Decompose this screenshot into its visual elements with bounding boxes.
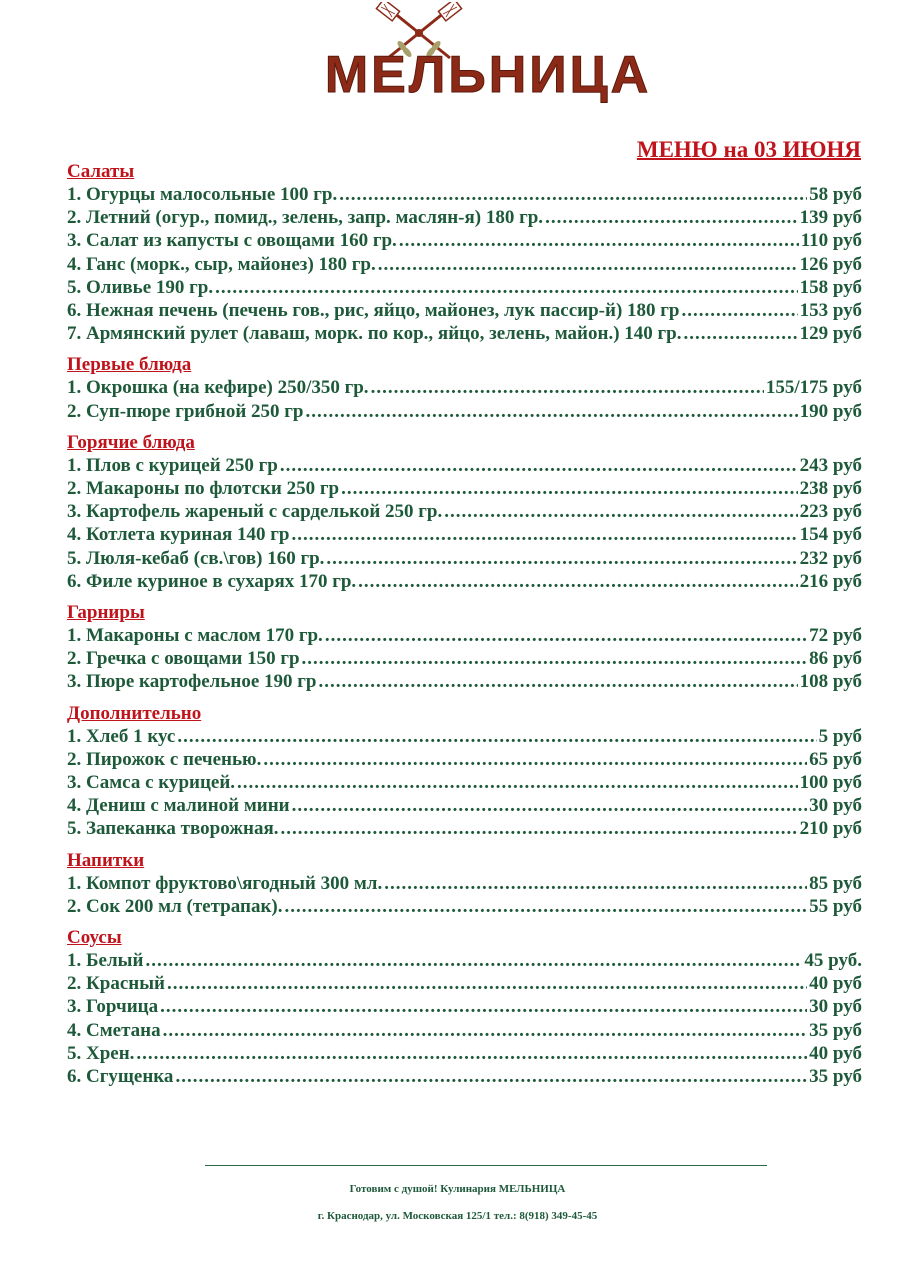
menu-section: [67, 161, 862, 345]
item-name: 3. Горчица: [67, 996, 159, 1018]
item-name: 2. Сок 200 мл (тетрапак).: [67, 895, 283, 917]
item-price: 65 руб: [809, 748, 862, 770]
item-price: 243 руб: [799, 454, 862, 476]
dot-leader: [339, 183, 807, 206]
item-name: 2. Макароны по флотски 250 гр: [67, 478, 340, 500]
dot-leader: [318, 670, 797, 693]
item-name: 5. Люля-кебаб (св.\гов) 160 гр.: [67, 547, 325, 569]
menu-section: [67, 703, 862, 841]
item-name: 2. Пирожок с печенью.: [67, 748, 262, 770]
menu-item: [67, 206, 862, 229]
dot-leader: [263, 748, 807, 771]
dot-leader: [284, 895, 807, 918]
logo-wordmark: МЕЛЬНИЦА: [324, 46, 652, 104]
item-price: 223 руб: [799, 501, 862, 523]
menu-item: [67, 299, 862, 322]
item-name: 3. Самса с курицей.: [67, 772, 236, 794]
item-name: 1. Макароны с маслом 170 гр.: [67, 625, 323, 647]
section-title: Гарниры: [67, 602, 145, 624]
item-name: 6. Сгущенка: [67, 1066, 174, 1088]
menu-item: [67, 872, 862, 895]
item-price: 139 руб: [799, 207, 862, 229]
item-name: 5. Оливье 190 гр.: [67, 276, 214, 298]
section-title: Горячие блюда: [67, 431, 195, 453]
menu-item: [67, 322, 862, 345]
menu-item: [67, 570, 862, 593]
item-name: 1. Компот фруктово\ягодный 300 мл.: [67, 872, 383, 894]
menu-item: [67, 500, 862, 523]
menu-item: [67, 276, 862, 299]
dot-leader: [371, 376, 764, 399]
menu-item: [67, 1019, 862, 1042]
item-name: 2. Гречка с овощами 150 гр: [67, 648, 300, 670]
item-name: 5. Хрен.: [67, 1042, 135, 1064]
dot-leader: [358, 570, 798, 593]
item-name: 2. Летний (огур., помид., зелень, запр. маслян-я) 180 гр.: [67, 207, 544, 229]
menu-section: [67, 602, 862, 694]
item-name: 6. Нежная печень (печень гов., рис, яйцо, майонез, лук пассир-й) 180 гр: [67, 300, 680, 322]
menu-item: [67, 725, 862, 748]
item-price: 5 руб: [818, 725, 862, 747]
menu-item: [67, 376, 862, 399]
dot-leader: [177, 725, 816, 748]
dot-leader: [145, 949, 802, 972]
item-price: 129 руб: [799, 323, 862, 345]
footer-divider: [205, 1165, 767, 1166]
item-price: 190 руб: [799, 400, 862, 422]
item-price: 35 руб: [809, 1019, 862, 1041]
item-price: 110 руб: [800, 230, 862, 252]
menu-section: [67, 927, 862, 1088]
item-name: 1. Плов с курицей 250 гр: [67, 454, 278, 476]
dot-leader: [215, 276, 798, 299]
item-name: 2. Красный: [67, 973, 166, 995]
item-price: 30 руб: [809, 996, 862, 1018]
item-price: 58 руб: [809, 184, 862, 205]
dot-leader: [341, 477, 798, 500]
item-price: 100 руб: [799, 772, 862, 794]
dot-leader: [160, 995, 807, 1018]
menu-item: [67, 454, 862, 477]
dot-leader: [325, 624, 807, 647]
dot-leader: [136, 1042, 807, 1065]
menu-item: [67, 949, 862, 972]
item-price: 30 руб: [809, 795, 862, 817]
menu-item: [67, 647, 862, 670]
menu-item: [67, 670, 862, 693]
item-price: 108 руб: [799, 671, 862, 693]
item-name: 7. Армянский рулет (лаваш, морк. по кор., яйцо, зелень, майон.) 140 гр.: [67, 323, 682, 345]
item-price: 86 руб: [809, 648, 862, 670]
footer-address: г. Краснодар, ул. Московская 125/1 тел.: 8(918) 349-45-45: [317, 1210, 598, 1222]
item-price: 238 руб: [799, 478, 862, 500]
menu-sections: [67, 161, 862, 1097]
dot-leader: [326, 547, 797, 570]
item-price: 154 руб: [799, 524, 862, 546]
menu-title: МЕНЮ на 03 ИЮНЯ: [636, 137, 861, 162]
logo: [318, 2, 658, 102]
menu-item: [67, 523, 862, 546]
section-title: Дополнительно: [67, 702, 202, 724]
menu-item: [67, 477, 862, 500]
menu-section: [67, 354, 862, 422]
dot-leader: [681, 299, 797, 322]
item-price: 153 руб: [799, 300, 862, 322]
item-name: 4. Сметана: [67, 1019, 161, 1041]
menu-item: [67, 183, 862, 206]
item-name: 1. Огурцы малосольные 100 гр.: [67, 184, 338, 205]
item-name: 3. Пюре картофельное 190 гр: [67, 671, 317, 693]
menu-item: [67, 1065, 862, 1088]
menu-item: [67, 771, 862, 794]
menu-item: [67, 1042, 862, 1065]
menu-section: [67, 432, 862, 593]
item-price: 35 руб: [809, 1066, 862, 1088]
item-price: 40 руб: [809, 973, 862, 995]
item-price: 55 руб: [809, 895, 862, 917]
dot-leader: [302, 647, 808, 670]
item-price: 40 руб: [809, 1042, 862, 1064]
item-name: 1. Белый: [67, 950, 144, 972]
menu-item: [67, 972, 862, 995]
dot-leader: [175, 1065, 807, 1088]
item-price: 45 руб.: [804, 950, 862, 972]
menu-item: [67, 995, 862, 1018]
dot-leader: [237, 771, 798, 794]
menu-item: [67, 547, 862, 570]
item-price: 232 руб: [799, 547, 862, 569]
item-price: 210 руб: [799, 818, 862, 840]
item-price: 216 руб: [799, 570, 862, 592]
section-title: Соусы: [67, 927, 122, 949]
item-price: 72 руб: [809, 625, 862, 647]
dot-leader: [291, 523, 797, 546]
menu-item: [67, 895, 862, 918]
dot-leader: [305, 400, 797, 423]
item-price: 155/175 руб: [765, 377, 862, 399]
dot-leader: [545, 206, 798, 229]
menu-item: [67, 253, 862, 276]
menu-item: [67, 229, 862, 252]
item-name: 2. Суп-пюре грибной 250 гр: [67, 400, 304, 422]
item-name: 1. Окрошка (на кефире) 250/350 гр.: [67, 377, 369, 399]
dot-leader: [163, 1019, 808, 1042]
dot-leader: [384, 872, 807, 895]
item-price: 126 руб: [799, 253, 862, 275]
menu-item: [67, 817, 862, 840]
menu-item: [67, 624, 862, 647]
dot-leader: [281, 817, 798, 840]
dot-leader: [292, 794, 808, 817]
dot-leader: [378, 253, 798, 276]
dot-leader: [683, 322, 797, 345]
section-title: Первые блюда: [67, 354, 192, 376]
dot-leader: [280, 454, 798, 477]
item-name: 4. Дениш с малиной мини: [67, 795, 290, 817]
item-name: 1. Хлеб 1 кус: [67, 725, 176, 747]
item-name: 5. Запеканка творожная.: [67, 818, 279, 840]
footer-slogan: Готовим с душой! Кулинария МЕЛЬНИЦА: [349, 1183, 566, 1195]
section-title: Напитки: [67, 849, 145, 871]
dot-leader: [444, 500, 797, 523]
menu-item: [67, 748, 862, 771]
item-price: 158 руб: [799, 276, 862, 298]
section-title: Салаты: [67, 161, 135, 182]
item-name: 4. Ганс (морк., сыр, майонез) 180 гр.: [67, 253, 376, 275]
item-name: 3. Салат из капусты с овощами 160 гр.: [67, 230, 397, 252]
item-name: 4. Котлета куриная 140 гр: [67, 524, 290, 546]
dot-leader: [399, 229, 799, 252]
menu-item: [67, 794, 862, 817]
dot-leader: [167, 972, 807, 995]
item-name: 6. Филе куриное в сухарях 170 гр.: [67, 570, 357, 592]
menu-section: [67, 850, 862, 918]
item-price: 85 руб: [809, 872, 862, 894]
item-name: 3. Картофель жареный с сарделькой 250 гр.: [67, 501, 443, 523]
menu-item: [67, 400, 862, 423]
